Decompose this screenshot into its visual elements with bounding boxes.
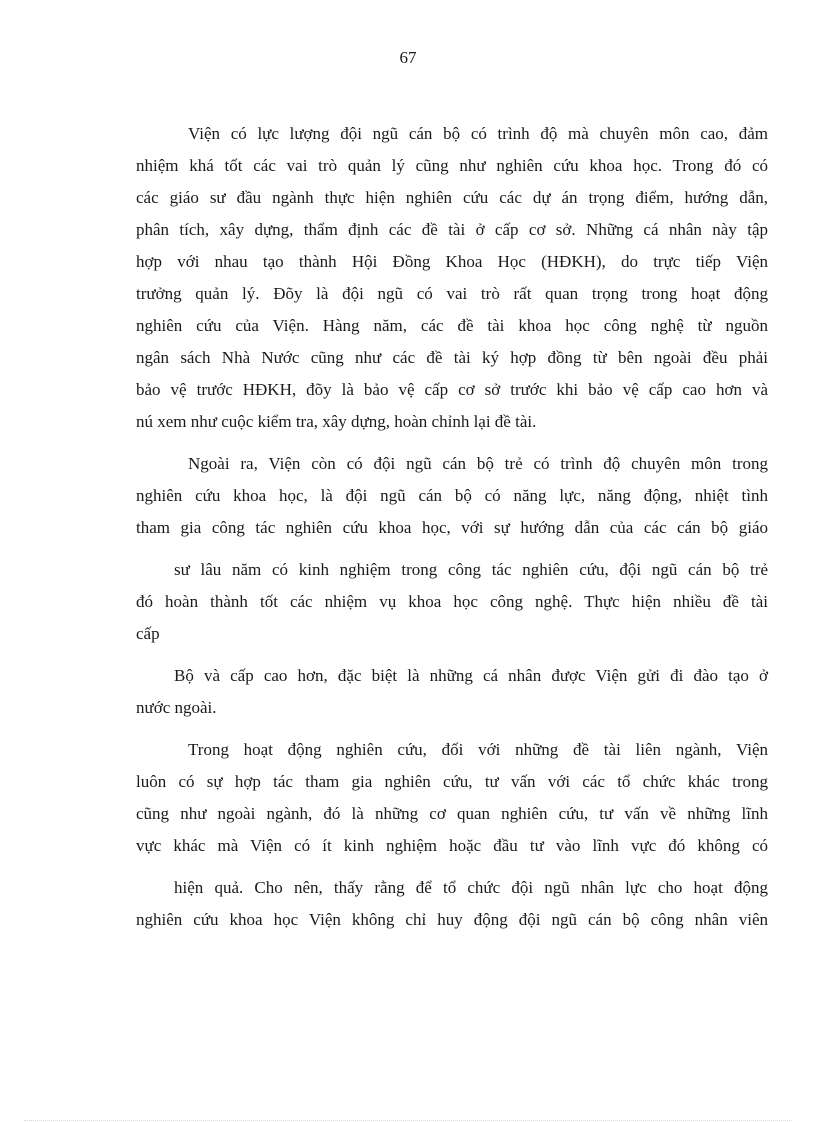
text-line: nghiên cứu khoa học, là đội ngũ cán bộ có năng lực, năng động, nhiệt tình [136, 486, 768, 505]
document-body [136, 118, 768, 936]
text-line: tham gia công tác nghiên cứu khoa học, với sự hướng dẫn của các cán bộ giáo [136, 518, 768, 537]
text-line: ngân sách Nhà Nước cũng như các đề tài ký hợp đồng từ bên ngoài đều phải [136, 348, 768, 367]
paragraph-gap [136, 724, 768, 734]
paragraph-4 [136, 660, 768, 724]
page-number: 67 [399, 48, 417, 67]
text-line: nghiên cứu của Viện. Hàng năm, các đề tài khoa học công nghệ từ nguồn [136, 316, 768, 335]
text-line: Bộ và cấp cao hơn, đặc biệt là những cá nhân được Viện gửi đi đào tạo ở [174, 666, 768, 685]
text-line: cấp [136, 624, 160, 643]
text-line: Viện có lực lượng đội ngũ cán bộ có trình độ mà chuyên môn cao, đảm [188, 124, 768, 143]
paragraph-gap [136, 544, 768, 554]
text-line: các giáo sư đầu ngành thực hiện nghiên cứu các dự án trọng điểm, hướng dẫn, [136, 188, 768, 207]
paragraph-3 [136, 554, 768, 650]
text-line: sư lâu năm có kinh nghiệm trong công tác nghiên cứu, đội ngũ cán bộ trẻ [174, 560, 768, 579]
paragraph-1 [136, 118, 768, 438]
text-line: Ngoài ra, Viện còn có đội ngũ cán bộ trẻ có trình độ chuyên môn trong [188, 454, 768, 473]
paragraph-gap [136, 650, 768, 660]
page-bottom-border [24, 1120, 792, 1121]
text-line: luôn có sự hợp tác tham gia nghiên cứu, tư vấn với các tổ chức khác trong [136, 772, 768, 791]
text-line: nước ngoài. [136, 698, 217, 717]
paragraph-gap [136, 862, 768, 872]
paragraph-2 [136, 448, 768, 544]
text-line: nú xem như cuộc kiểm tra, xây dựng, hoàn chỉnh lại đề tài. [136, 412, 537, 431]
paragraph-gap [136, 438, 768, 448]
text-line: trưởng quản lý. Đõy là đội ngũ có vai trò rất quan trọng trong hoạt động [136, 284, 768, 303]
paragraph-5 [136, 734, 768, 862]
text-line: bảo vệ trước HĐKH, đõy là bảo vệ cấp cơ sở trước khi bảo vệ cấp cao hơn và [136, 380, 768, 399]
text-line: hiện quả. Cho nên, thấy rằng để tổ chức đội ngũ nhân lực cho hoạt động [174, 878, 768, 897]
text-line: phân tích, xây dựng, thẩm định các đề tài ở cấp cơ sở. Những cá nhân này tập [136, 220, 768, 239]
text-line: cũng như ngoài ngành, đó là những cơ quan nghiên cứu, tư vấn về những lĩnh [136, 804, 768, 823]
text-line: vực khác mà Viện có ít kinh nghiệm hoặc đầu tư vào lĩnh vực đó không có [136, 836, 768, 855]
text-line: hợp với nhau tạo thành Hội Đồng Khoa Học (HĐKH), do trực tiếp Viện [136, 252, 768, 271]
text-line: nhiệm khá tốt các vai trò quản lý cũng như nghiên cứu khoa học. Trong đó có [136, 156, 768, 175]
text-line: Trong hoạt động nghiên cứu, đối với những đề tài liên ngành, Viện [188, 740, 768, 759]
paragraph-6 [136, 872, 768, 936]
text-line: đó hoàn thành tốt các nhiệm vụ khoa học công nghệ. Thực hiện nhiều đề tài [136, 592, 768, 611]
text-line: nghiên cứu khoa học Viện không chỉ huy động đội ngũ cán bộ công nhân viên [136, 910, 768, 929]
